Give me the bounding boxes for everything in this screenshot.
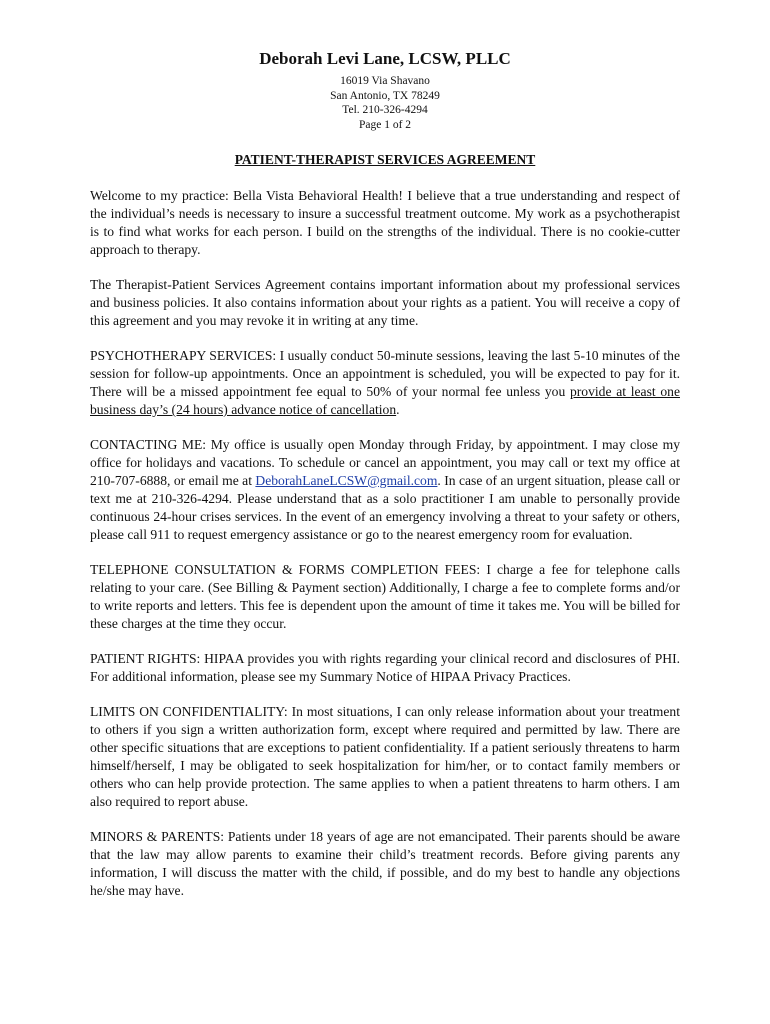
practice-name: Deborah Levi Lane, LCSW, PLLC — [259, 49, 511, 68]
contacting-text-before: CONTACTING ME: My office is usually open Monday through Friday, by appointment. I may close my office for holidays and vacations. To schedule or cancel an appointment, you may call or text my office at 210-707-6888, or email me at — [90, 437, 680, 488]
phone-number: Tel. 210-326-4294 — [342, 104, 428, 116]
city-state-zip: San Antonio, TX 78249 — [330, 89, 440, 102]
psychotherapy-text: PSYCHOTHERAPY SERVICES: I usually conduct 50-minute sessions, leaving the last 5-10 minutes of the session for follow-up appointments. Once an appointment is scheduled, you will be expected to pay for it. There will be a missed appointment fee equal to 50% of your normal fee unless you — [90, 348, 680, 399]
email-link[interactable]: DeborahLaneLCSW@gmail.com — [255, 473, 438, 488]
patient-rights-paragraph: PATIENT RIGHTS: HIPAA provides you with rights regarding your clinical record and disclosures of PHI. For additional information, please see my Summary Notice of HIPAA Privacy Practices. — [90, 651, 680, 684]
street-address: 16019 Via Shavano — [340, 75, 430, 87]
contacting-text-after: . In case of an urgent situation, please call or text me at 210-326-4294. Please understand that as a solo practitioner I am unable to personally provide continuous 24-hour crises services. In the event of an emergency involving a threat to your safety or others, please call 911 to request emergency assistance or go to the nearest emergency room for evaluation. — [90, 473, 680, 542]
psychotherapy-end: . — [396, 402, 400, 417]
minors-parents-paragraph: MINORS & PARENTS: Patients under 18 years of age are not emancipated. Their parents should be aware that the law may allow parents to examine their child’s treatment records. Before giving parents any information, I will discuss the matter with the child, if possible, and do my best to handle any objections he/she may have. — [90, 829, 680, 898]
document-title: PATIENT-THERAPIST SERVICES AGREEMENT — [234, 152, 536, 167]
psychotherapy-services-paragraph — [90, 347, 680, 419]
letterhead — [90, 48, 680, 132]
telephone-fees-paragraph: TELEPHONE CONSULTATION & FORMS COMPLETION FEES: I charge a fee for telephone calls relating to your care. (See Billing & Payment section) Additionally, I charge a fee to complete forms and/or to write reports and letters. This fee is dependent upon the amount of time it takes me. You will be billed for these charges at the time they occur. — [90, 562, 680, 631]
intro-paragraph: The Therapist-Patient Services Agreement contains important information about my professional services and business policies. It also contains information about your rights as a patient. You will receive a copy of this agreement and you may revoke it in writing at any time. — [90, 277, 680, 328]
welcome-paragraph: Welcome to my practice: Bella Vista Behavioral Health! I believe that a true understanding and respect of the individual’s needs is necessary to insure a successful treatment outcome. My work as a psychotherapist is to find what works for each person. I build on the strengths of the individual. There is no cookie-cutter approach to therapy. — [90, 188, 680, 257]
cancellation-notice-text: provide at least one business day’s (24 hours) advance notice of cancellation — [90, 384, 680, 417]
contacting-me-paragraph — [90, 436, 680, 544]
confidentiality-paragraph: LIMITS ON CONFIDENTIALITY: In most situations, I can only release information about your treatment to others if you sign a written authorization form, except where required and permitted by law. There are other specific situations that are exceptions to patient confidentiality. If a patient seriously threatens to harm himself/herself, I may be obligated to seek hospitalization for him/her, or to contact family members or others who can help provide protection. The same applies to when a patient threatens to harm others. I am also required to report abuse. — [90, 704, 680, 809]
page-number: Page 1 of 2 — [358, 118, 412, 131]
